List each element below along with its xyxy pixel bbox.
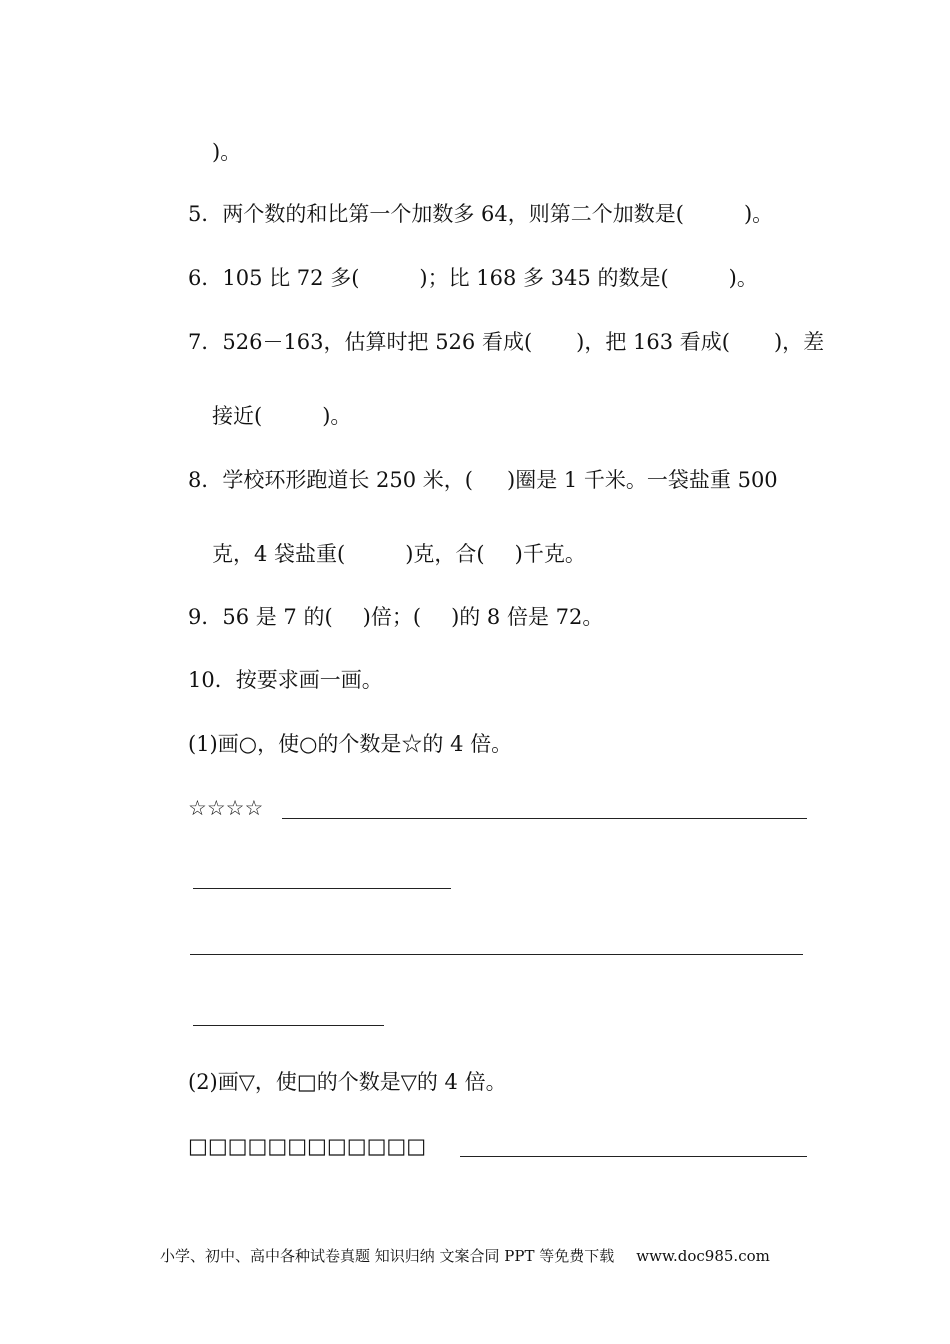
question-7-line1: 7．526－163，估算时把 526 看成( )，把 163 看成( )，差 xyxy=(188,330,825,354)
footer-text: 小学、初中、高中各种试卷真题 知识归纳 文案合同 PPT 等免费下载 xyxy=(160,1247,615,1265)
answer-line[interactable] xyxy=(190,954,803,955)
question-5: 5．两个数的和比第一个加数多 64，则第二个加数是( )。 xyxy=(188,202,774,226)
answer-line[interactable] xyxy=(193,888,451,889)
part-2-title: (2)画▽，使□的个数是▽的 4 倍。 xyxy=(188,1070,507,1094)
part-1-title: (1)画○，使○的个数是☆的 4 倍。 xyxy=(188,732,513,756)
square-shapes: □□□□□□□□□□□□ xyxy=(188,1134,427,1158)
page-footer xyxy=(160,1245,770,1266)
question-10: 10．按要求画一画。 xyxy=(188,668,383,692)
question-9: 9．56 是 7 的( )倍；( )的 8 倍是 72。 xyxy=(188,605,604,629)
answer-line[interactable] xyxy=(460,1156,807,1157)
star-shapes: ☆☆☆☆ xyxy=(188,796,264,820)
question-7-line2: 接近( )。 xyxy=(212,404,352,428)
q4-tail: )。 xyxy=(212,140,242,164)
footer-url[interactable]: www.doc985.com xyxy=(636,1247,770,1265)
question-8-line1: 8．学校环形跑道长 250 米，( )圈是 1 千米。一袋盐重 500 xyxy=(188,468,778,492)
answer-line[interactable] xyxy=(282,818,807,819)
answer-line[interactable] xyxy=(193,1025,384,1026)
part-2-shapes xyxy=(188,1132,426,1160)
part-1-shapes xyxy=(188,794,263,822)
question-6: 6．105 比 72 多( )；比 168 多 345 的数是( )。 xyxy=(188,266,758,290)
question-8-line2: 克，4 袋盐重( )克，合( )千克。 xyxy=(212,542,586,566)
